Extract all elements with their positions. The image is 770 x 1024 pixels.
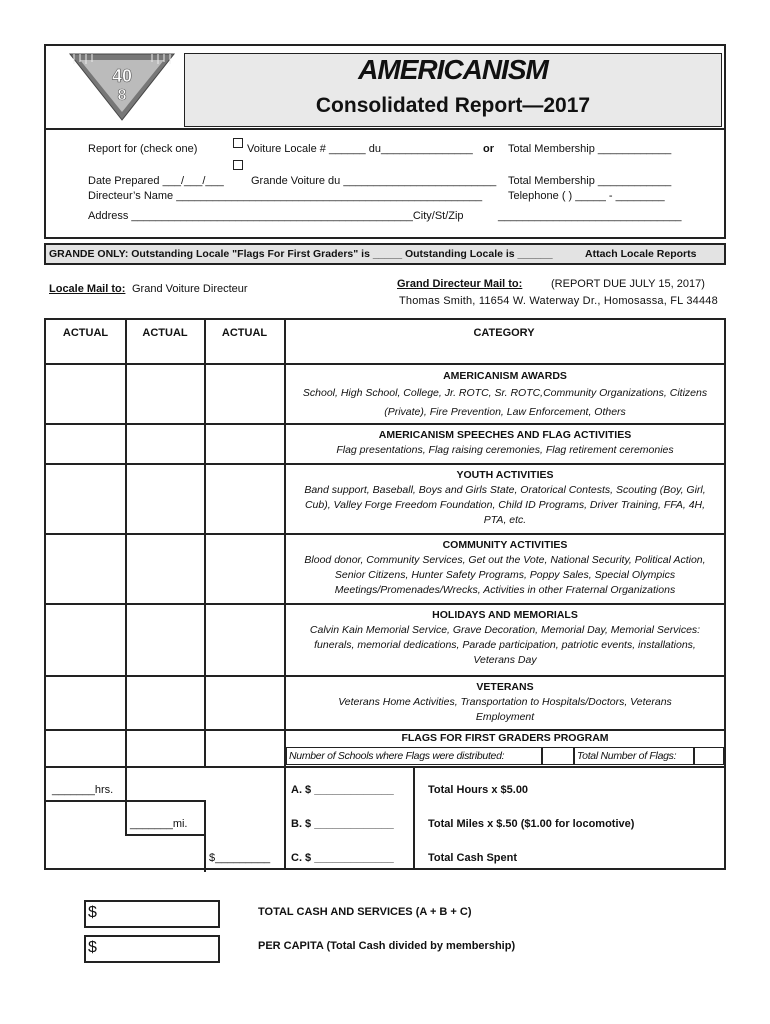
schools-label: Number of Schools where Flags were distributed: xyxy=(289,750,505,762)
row-divider xyxy=(44,423,726,425)
per-capita-input[interactable] xyxy=(84,935,220,963)
flags-label: Total Number of Flags: xyxy=(577,750,677,762)
logo-text-top: 40 xyxy=(111,66,133,86)
mi-top xyxy=(125,800,205,802)
row-divider xyxy=(44,603,726,605)
category-title: AMERICANISM AWARDS xyxy=(443,370,567,382)
city-st-zip-field[interactable]: ______________________________ xyxy=(498,210,682,222)
header-divider xyxy=(44,128,726,130)
report-for-label: Report for (check one) xyxy=(88,143,198,155)
category-community xyxy=(288,538,722,598)
category-veterans xyxy=(288,680,722,725)
grande-voiture-field[interactable]: Grande Voiture du _________________________ xyxy=(251,175,497,187)
grand-mail-address: Thomas Smith, 11654 W. Waterway Dr., Homosassa, FL 34448 xyxy=(399,295,718,307)
col-divider-2 xyxy=(204,318,206,766)
category-title: VETERANS xyxy=(476,681,534,693)
mi-bottom xyxy=(125,834,205,836)
flags-input[interactable] xyxy=(694,747,724,765)
category-title: YOUTH ACTIVITIES xyxy=(456,469,554,481)
total-cash-dollar: $ xyxy=(88,904,97,921)
category-title: FLAGS FOR FIRST GRADERS PROGRAM xyxy=(401,732,609,744)
hours-field[interactable]: _______hrs. xyxy=(52,784,114,796)
header-actual-1: ACTUAL xyxy=(62,327,109,339)
category-flags-first-graders xyxy=(288,731,722,746)
col-divider-1 xyxy=(125,318,127,766)
page-subtitle: Consolidated Report—2017 xyxy=(315,94,591,117)
forty-and-eight-logo xyxy=(66,50,178,122)
header-actual-3: ACTUAL xyxy=(221,327,268,339)
header-actual-2: ACTUAL xyxy=(142,327,188,339)
voiture-locale-checkbox[interactable] xyxy=(233,138,243,148)
locale-mail-value: Grand Voiture Directeur xyxy=(132,283,248,295)
attach-reports-label: Attach Locale Reports xyxy=(585,248,697,260)
category-desc: School, High School, College, Jr. ROTC, Sr. ROTC,Community Organizations, Citizens (Private), Fire Prevention, Law Enforcement, Others xyxy=(302,387,708,418)
total-a-desc: Total Hours x $5.00 xyxy=(428,784,529,796)
logo-text-bottom: 8 xyxy=(117,87,127,104)
category-desc: Blood donor, Community Services, Get out the Vote, National Security, Political Action, Senior Citizens, Hunter Safety Programs, Poppy Sales, Special Olympics Meetings/Promenades/Wrecks, Activities in other Fraternal Organizations xyxy=(304,554,706,596)
directeur-name-field[interactable]: Directeur’s Name __________________________________________________ xyxy=(88,190,483,202)
row-divider xyxy=(44,675,726,677)
voiture-locale-field[interactable]: Voiture Locale # ______ du_______________ xyxy=(247,143,473,155)
total-c-field[interactable]: C. $ _____________ xyxy=(291,852,394,864)
row-divider xyxy=(44,766,726,768)
total-b-field[interactable]: B. $ _____________ xyxy=(291,818,394,830)
hrs-underline xyxy=(44,800,126,802)
category-title: HOLIDAYS AND MEMORIALS xyxy=(432,609,578,621)
or-label: or xyxy=(483,143,494,155)
col-divider-3 xyxy=(284,318,286,870)
miles-field[interactable]: _______mi. xyxy=(130,818,188,830)
cash-field[interactable]: $_________ xyxy=(209,852,271,864)
category-title: COMMUNITY ACTIVITIES xyxy=(442,539,568,551)
mi-right xyxy=(204,800,206,872)
telephone-field[interactable]: Telephone ( ) _____ - ________ xyxy=(508,190,665,202)
grand-mail-label: Grand Directeur Mail to: xyxy=(397,278,523,290)
row-divider xyxy=(44,533,726,535)
schools-input[interactable] xyxy=(542,747,574,765)
row-divider xyxy=(44,463,726,465)
category-holidays xyxy=(288,608,722,668)
total-b-desc: Total Miles x $.50 ($1.00 for locomotive) xyxy=(428,818,635,830)
total-membership-field-1[interactable]: Total Membership ____________ xyxy=(508,143,672,155)
per-capita-dollar: $ xyxy=(88,939,97,956)
header-category: CATEGORY xyxy=(473,327,535,339)
hrs-right xyxy=(125,766,127,802)
report-due-note: (REPORT DUE JULY 15, 2017) xyxy=(551,278,705,290)
date-prepared-field[interactable]: Date Prepared ___/___/___ xyxy=(88,175,224,187)
total-a-field[interactable]: A. $ _____________ xyxy=(291,784,394,796)
category-desc: Band support, Baseball, Boys and Girls State, Oratorical Contests, Scouting (Boy, Girl, Cub), Valley Forge Freedom Foundation, Child ID Programs, Driver Training, FFA, 4H, PTA, etc. xyxy=(304,484,706,526)
address-field[interactable]: Address ______________________________________________City/St/Zip xyxy=(88,210,464,222)
mi-left xyxy=(125,800,127,836)
category-desc: Flag presentations, Flag raising ceremonies, Flag retirement ceremonies xyxy=(336,444,674,456)
grande-only-label: GRANDE ONLY: Outstanding Locale "Flags For First Graders" is _____ Outstanding Locale is ______ xyxy=(49,248,553,260)
total-cash-label: TOTAL CASH AND SERVICES (A + B + C) xyxy=(258,906,472,918)
grande-voiture-checkbox[interactable] xyxy=(233,160,243,170)
category-desc: Calvin Kain Memorial Service, Grave Decoration, Memorial Day, Memorial Services: funerals, memorial dedications, Parade participation, patriotic events, installations, Veterans Day xyxy=(309,624,701,666)
page-title: AMERICANISM xyxy=(358,54,548,85)
total-cash-input[interactable] xyxy=(84,900,220,928)
per-capita-label: PER CAPITA (Total Cash divided by membership) xyxy=(258,940,516,952)
category-youth xyxy=(288,468,722,528)
total-membership-field-2[interactable]: Total Membership ____________ xyxy=(508,175,672,187)
category-desc: Veterans Home Activities, Transportation to Hospitals/Doctors, Veterans Employment xyxy=(338,696,672,723)
locale-mail-label: Locale Mail to: xyxy=(49,283,126,295)
category-americanism-awards xyxy=(288,369,722,422)
row-divider xyxy=(44,363,726,365)
amt-divider xyxy=(413,766,415,870)
category-speeches-flag xyxy=(288,428,722,458)
category-title: AMERICANISM SPEECHES AND FLAG ACTIVITIES xyxy=(378,429,632,441)
total-c-desc: Total Cash Spent xyxy=(428,852,518,864)
